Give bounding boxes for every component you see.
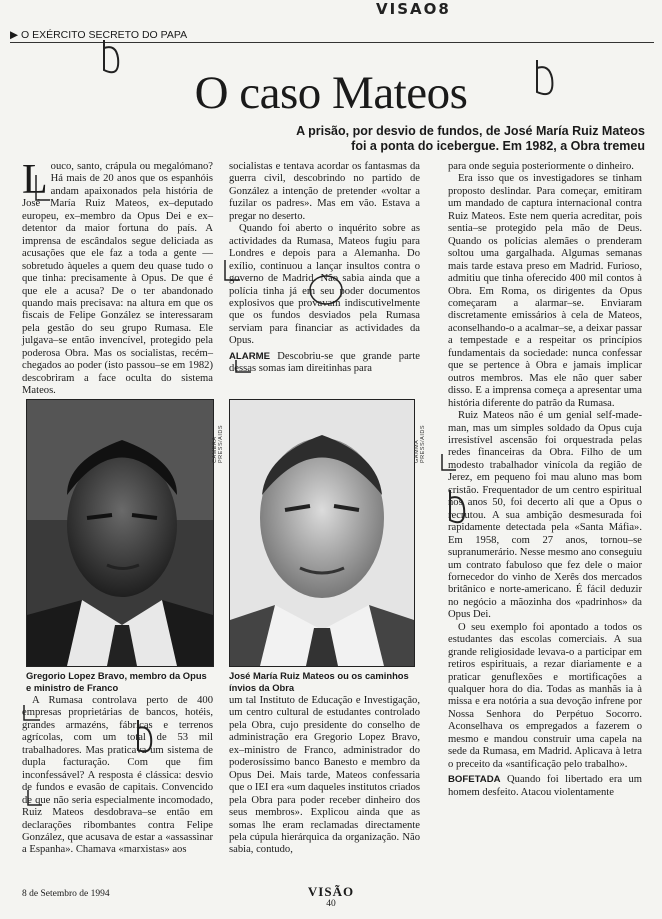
- kicker-bofetada: BOFETADA: [448, 774, 501, 786]
- subtitle-line-1: A prisão, por desvio de fundos, de José María Ruiz Mateos: [296, 124, 645, 138]
- photo-credit-right: GAMMA PRESS/AIDS: [414, 424, 426, 463]
- col2-paragraph-2: Quando foi aberto o inquérito sobre as actividades da Rumasa, Mateos fugiu para Londres e depois para a Alemanha. Do exílio, continuou a lançar insultos contra o governo de Madrid. Não sabia ainda que a polícia tinha já em seu poder documentos explosivos que provavam indiscutivelmente que os fundos desviados pela Rumasa serviam para financiar as actividades da Opus.: [229, 223, 420, 347]
- handwritten-note: VISAO8: [376, 0, 451, 18]
- col1-paragraph-1: ouco, santo, crápula ou megalómano? Há mais de 20 anos que os espanhóis andam apaixonados pela história de José María Ruiz Mateos, ex–deputado europeu, ex–membro da Opus Dei e ex–detentor da maior fortuna do país. A imprensa de escândalos segue deliciada as acusações que ele faz a toda a gente — sobretudo àqueles a quem deu quase tudo o que tinha: precisamente à Opus. De que é que ele a acusa? De o ter abandonado quando mais precisava: na altura em que os fiscais de Felipe González se interessaram pela gestão do seu grupo Rumasa. Ele julgava–se então invencível, protegido pela poderosa Obra. Mas os socialistas, recém–chegados ao poder (isto passou–se em 1982) descobriram a face oculta do sistema Mateos.: [22, 161, 213, 397]
- drop-cap: L: [22, 157, 48, 203]
- pen-bracket-2: [225, 260, 240, 280]
- article-title: O caso Mateos: [194, 67, 468, 119]
- col3-paragraph-1: para onde seguia posteriormente o dinheiro.: [448, 161, 634, 172]
- col3-paragraph-3: Ruiz Mateos não é um genial self-made-man, mas um simples soldado da Opus cuja irresistível ascensão foi orquestrada pelas redes financeiras da Obra. Filho de um modesto trabalhador vinícola da região de Jerez, em pequeno foi mau aluno mas bom cristão. Frequentador de um centro espiritual nos anos 50, foi decerto ali que a Opus o recrutou. A sua ambição desmesurada foi rapidamente detectada pela «Santa Máfia». Em 1958, com 27 anos, tornou–se supranumerário. Nesse mesmo ano conseguiu um contrato fabuloso que fez dele o maior fornecedor do vinho de Xerês dos mercados britânico e norte-americano. É fácil deduzir no negócio a mãozinha dos «padrinhos» da Opus Dei.: [448, 410, 642, 621]
- pen-circle: [310, 276, 342, 304]
- subtitle-line-2: foi a ponta do icebergue. Em 1982, a Obra tremeu: [351, 139, 645, 153]
- pen-bracket-5: [24, 705, 40, 720]
- section-marker: ▶: [10, 29, 19, 41]
- pen-bracket-1: [36, 175, 50, 200]
- kicker-alarme: ALARME: [229, 350, 271, 362]
- pen-mark-p-1: [104, 40, 118, 72]
- pen-bracket-4: [442, 454, 456, 470]
- col3-paragraph-5: Quando foi libertado era um homem desfeito. Atacou violentamente: [448, 774, 642, 798]
- col1-paragraph-2: A Rumasa controlava perto de 400 empresas proprietárias de bancos, hotéis, grandes armazéns, fábricas e terrenos agrícolas, com um total de 53 mil trabalhadores. Mas praticava um sistema de dupla facturação. Com que fim inconfessável? A resposta é clássica: desvio de fundos e evasão de capitais. Convencido de que não seria especialmente incomodado, Ruiz Mateos desdobrava–se então em declarações ribombantes contra Felipe González, que acusava de estar a «assassinar a Espanha». Chamava «marxistas» aos: [22, 695, 213, 856]
- col2-paragraph-1: socialistas e tentava acordar os fantasmas da guerra civil, descobrindo no partido de González a intenção de pretender «voltar a fuzilar os padres». Mas em vão. Estava a pregar no deserto.: [229, 161, 420, 222]
- section-label: O EXÉRCITO SECRETO DO PAPA: [21, 29, 188, 41]
- pen-bracket-6: [28, 790, 42, 805]
- footer-magazine: VISÃO: [307, 884, 355, 899]
- footer-page-number: 40: [326, 899, 336, 909]
- col3-paragraph-2: Era isso que os investigadores se tinham proposto deslindar. Para começar, emitiram um mandado de captura internacional contra Ruiz Mateos. Este nem queria acreditar, pois sentia–se protegido pela mão de Deus. Quando os polícias alemães o prenderam soltou uma gargalhada. Algumas semanas mais tarde estava preso em Madrid. Furioso, admitiu que tinha oferecido 400 mil contos à Obra. Em Roma, os dirigentes da Opus começaram a alarmar–se. Enviaram discretamente emissários à cela de Mateos, aconselhando-o a acalmar–se, a deixar passar a tempestade e a respeitar os princípios fundamentais da sociedade: nunca confessar que se pertence à Obra e jamais implicar outros membros. Mas ele não quer saber disso. E a imprensa começa a apresentar uma história diferente do patrão da Rumasa.: [448, 173, 642, 409]
- col3-paragraph-4: O seu exemplo foi apontado a todos os estudantes das escolas comerciais. A sua grande religiosidade levava-o a participar em retiros espirituais, a rezar diariamente e a praticar genuflexões e mortificações a qualquer hora do dia. Todas as manhãs ia à missa e era notória a sua devoção infrene por Nossa Senhora do Perpétuo Socorro. Aconselhava os empregados a fazerem o mesmo e mandou construir uma capela na sede da Rumasa, em Madrid. Aplicava à letra o preceito da «santificação pelo trabalho».: [448, 621, 642, 770]
- caption-right: José María Ruiz Mateos ou os caminhos ínvios da Obra: [229, 670, 409, 693]
- col2-paragraph-4: um tal Instituto de Educação e Investigação, um centro cultural de estudantes controlado pela Obra, cujo presidente do conselho de administração era Gregorio Lopez Bravo, ex–ministro de Franco, administrador do poderosíssimo banco Banesto e membro da Opus Dei. Mais tarde, Mateos confessaria que o IEI era «um daqueles institutos criados pela Obra para poder receber dinheiro dos seus membros». Explicou ainda que as somas lhe eram reclamadas directamente pela cúpula hierárquica da organização. Não sabia, contudo,: [229, 695, 420, 856]
- caption-left: Gregorio Lopez Bravo, membro da Opus e ministro de Franco: [26, 670, 207, 693]
- col2-paragraph-3: Descobriu-se que grande parte dessas somas iam direitinhas para: [229, 350, 420, 375]
- pen-bracket-3: [236, 360, 251, 372]
- pen-mark-p-2: [537, 60, 552, 94]
- pen-mark-p-3: [450, 490, 464, 522]
- footer-date: 8 de Setembro de 1994: [22, 889, 110, 899]
- photo-credit-left: CAMERA PRESS/AIDS: [212, 424, 224, 463]
- pen-mark-p-4: [138, 720, 151, 751]
